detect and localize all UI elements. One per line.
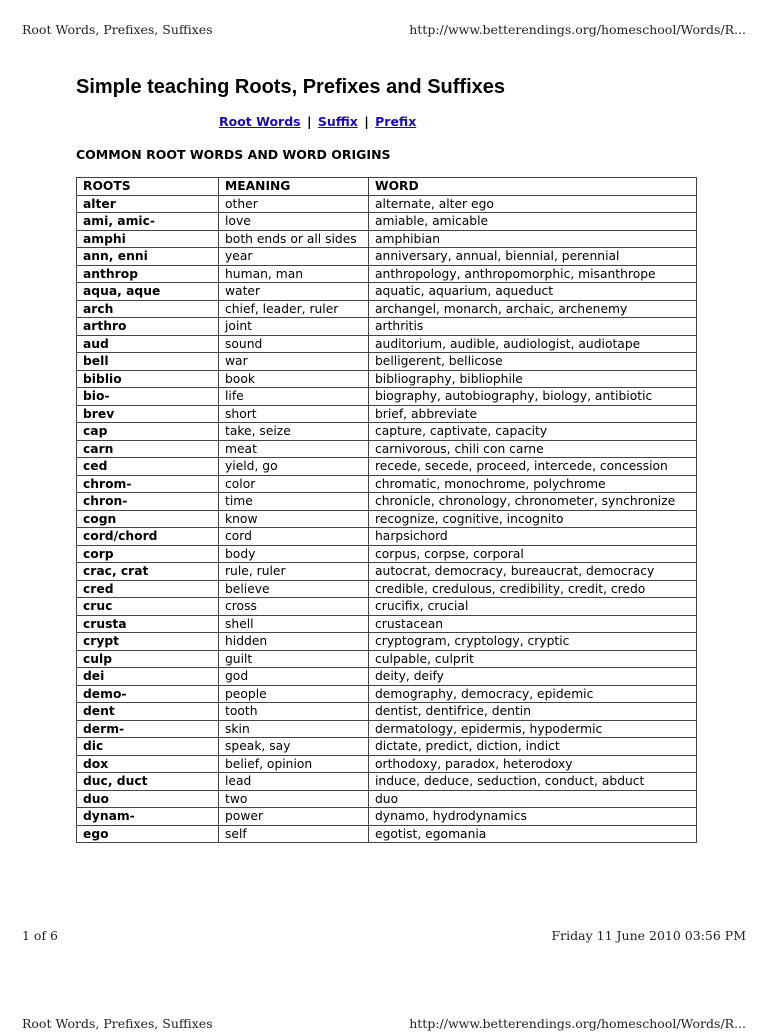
table-row — [77, 458, 697, 476]
table-row — [77, 265, 697, 283]
word-cell: dentist, dentifrice, dentin — [369, 703, 697, 721]
table-row — [77, 808, 697, 826]
meaning-cell: self — [219, 825, 369, 843]
table-row — [77, 633, 697, 651]
meaning-cell: sound — [219, 335, 369, 353]
word-cell: crustacean — [369, 615, 697, 633]
column-header-roots: ROOTS — [77, 178, 219, 196]
suffix-link[interactable]: Suffix — [317, 114, 358, 129]
word-cell: dermatology, epidermis, hypodermic — [369, 720, 697, 738]
meaning-cell: take, seize — [219, 423, 369, 441]
table-row — [77, 248, 697, 266]
table-row — [77, 493, 697, 511]
table-row — [77, 790, 697, 808]
root-cell: dei — [77, 668, 219, 686]
root-cell: corp — [77, 545, 219, 563]
root-cell: crac, crat — [77, 563, 219, 581]
word-cell: arthritis — [369, 318, 697, 336]
table-row — [77, 195, 697, 213]
word-cell: archangel, monarch, archaic, archenemy — [369, 300, 697, 318]
nav-separator: | — [364, 114, 369, 129]
table-row — [77, 755, 697, 773]
column-header-meaning: MEANING — [219, 178, 369, 196]
root-cell: cogn — [77, 510, 219, 528]
meaning-cell: other — [219, 195, 369, 213]
root-cell: ann, enni — [77, 248, 219, 266]
word-cell: chromatic, monochrome, polychrome — [369, 475, 697, 493]
meaning-cell: body — [219, 545, 369, 563]
word-cell: chronicle, chronology, chronometer, synchronize — [369, 493, 697, 511]
page-number: 1 of 6 — [22, 928, 59, 943]
table-row — [77, 283, 697, 301]
meaning-cell: chief, leader, ruler — [219, 300, 369, 318]
table-row — [77, 370, 697, 388]
table-row — [77, 545, 697, 563]
root-cell: ami, amic- — [77, 213, 219, 231]
word-cell: anthropology, anthropomorphic, misanthrope — [369, 265, 697, 283]
meaning-cell: speak, say — [219, 738, 369, 756]
meaning-cell: human, man — [219, 265, 369, 283]
meaning-cell: yield, go — [219, 458, 369, 476]
meaning-cell: book — [219, 370, 369, 388]
table-row — [77, 388, 697, 406]
table-row — [77, 580, 697, 598]
meaning-cell: belief, opinion — [219, 755, 369, 773]
print-header-title: Root Words, Prefixes, Suffixes — [22, 22, 213, 37]
root-cell: crusta — [77, 615, 219, 633]
table-row — [77, 598, 697, 616]
word-cell: deity, deify — [369, 668, 697, 686]
meaning-cell: life — [219, 388, 369, 406]
table-row — [77, 230, 697, 248]
root-cell: dic — [77, 738, 219, 756]
root-cell: aqua, aque — [77, 283, 219, 301]
meaning-cell: people — [219, 685, 369, 703]
table-row — [77, 685, 697, 703]
meaning-cell: guilt — [219, 650, 369, 668]
print-header-url[interactable]: http://www.betterendings.org/homeschool/Words/R... — [409, 22, 746, 37]
table-row — [77, 318, 697, 336]
word-cell: carnivorous, chili con carne — [369, 440, 697, 458]
root-cell: arthro — [77, 318, 219, 336]
root-cell: bell — [77, 353, 219, 371]
table-row — [77, 423, 697, 441]
meaning-cell: two — [219, 790, 369, 808]
word-cell: duo — [369, 790, 697, 808]
word-cell: brief, abbreviate — [369, 405, 697, 423]
meaning-cell: cord — [219, 528, 369, 546]
root-cell: amphi — [77, 230, 219, 248]
word-cell: bibliography, bibliophile — [369, 370, 697, 388]
root-cell: cord/chord — [77, 528, 219, 546]
table-row — [77, 825, 697, 843]
meaning-cell: skin — [219, 720, 369, 738]
word-cell: induce, deduce, seduction, conduct, abduct — [369, 773, 697, 791]
root-cell: dent — [77, 703, 219, 721]
root-cell: derm- — [77, 720, 219, 738]
word-cell: alternate, alter ego — [369, 195, 697, 213]
meaning-cell: shell — [219, 615, 369, 633]
root-cell: aud — [77, 335, 219, 353]
meaning-cell: meat — [219, 440, 369, 458]
word-cell: dynamo, hydrodynamics — [369, 808, 697, 826]
table-row — [77, 510, 697, 528]
root-cell: brev — [77, 405, 219, 423]
word-cell: corpus, corpse, corporal — [369, 545, 697, 563]
word-cell: harpsichord — [369, 528, 697, 546]
meaning-cell: war — [219, 353, 369, 371]
table-row — [77, 720, 697, 738]
word-cell: anniversary, annual, biennial, perennial — [369, 248, 697, 266]
table-row — [77, 668, 697, 686]
word-cell: biography, autobiography, biology, antibiotic — [369, 388, 697, 406]
section-heading: COMMON ROOT WORDS AND WORD ORIGINS — [76, 147, 391, 162]
meaning-cell: cross — [219, 598, 369, 616]
table-row — [77, 615, 697, 633]
meaning-cell: rule, ruler — [219, 563, 369, 581]
word-cell: orthodoxy, paradox, heterodoxy — [369, 755, 697, 773]
table-row — [77, 563, 697, 581]
word-cell: amphibian — [369, 230, 697, 248]
root-cell: ego — [77, 825, 219, 843]
root-cell: demo- — [77, 685, 219, 703]
print-timestamp: Friday 11 June 2010 03:56 PM — [551, 928, 746, 943]
section-nav — [219, 114, 416, 129]
table-row — [77, 773, 697, 791]
meaning-cell: power — [219, 808, 369, 826]
word-cell: credible, credulous, credibility, credit, credo — [369, 580, 697, 598]
meaning-cell: short — [219, 405, 369, 423]
meaning-cell: joint — [219, 318, 369, 336]
table-row — [77, 440, 697, 458]
word-cell: belligerent, bellicose — [369, 353, 697, 371]
table-row — [77, 353, 697, 371]
root-cell: bio- — [77, 388, 219, 406]
nav-separator: | — [306, 114, 312, 129]
word-cell: autocrat, democracy, bureaucrat, democracy — [369, 563, 697, 581]
next-page-header-title: Root Words, Prefixes, Suffixes — [22, 1016, 213, 1031]
word-cell: recognize, cognitive, incognito — [369, 510, 697, 528]
root-words-link[interactable]: Root Words — [219, 114, 301, 129]
print-header — [22, 22, 746, 40]
root-cell: ced — [77, 458, 219, 476]
word-cell: auditorium, audible, audiologist, audiotape — [369, 335, 697, 353]
word-cell: aquatic, aquarium, aqueduct — [369, 283, 697, 301]
print-footer — [22, 928, 746, 946]
root-cell: chrom- — [77, 475, 219, 493]
meaning-cell: believe — [219, 580, 369, 598]
root-cell: culp — [77, 650, 219, 668]
meaning-cell: year — [219, 248, 369, 266]
next-page-header — [22, 1016, 746, 1034]
meaning-cell: color — [219, 475, 369, 493]
word-cell: amiable, amicable — [369, 213, 697, 231]
root-words-table — [76, 177, 697, 843]
word-cell: culpable, culprit — [369, 650, 697, 668]
word-cell: capture, captivate, capacity — [369, 423, 697, 441]
meaning-cell: tooth — [219, 703, 369, 721]
meaning-cell: hidden — [219, 633, 369, 651]
table-row — [77, 528, 697, 546]
meaning-cell: water — [219, 283, 369, 301]
root-cell: alter — [77, 195, 219, 213]
root-cell: carn — [77, 440, 219, 458]
word-cell: crucifix, crucial — [369, 598, 697, 616]
prefix-link[interactable]: Prefix — [375, 114, 417, 129]
root-cell: anthrop — [77, 265, 219, 283]
root-cell: chron- — [77, 493, 219, 511]
root-cell: dynam- — [77, 808, 219, 826]
table-body — [77, 195, 697, 843]
root-cell: cruc — [77, 598, 219, 616]
column-header-word: WORD — [369, 178, 697, 196]
word-cell: dictate, predict, diction, indict — [369, 738, 697, 756]
meaning-cell: time — [219, 493, 369, 511]
table-row — [77, 405, 697, 423]
root-cell: dox — [77, 755, 219, 773]
table-row — [77, 335, 697, 353]
meaning-cell: know — [219, 510, 369, 528]
page-title: Simple teaching Roots, Prefixes and Suffixes — [76, 76, 506, 98]
root-cell: duc, duct — [77, 773, 219, 791]
meaning-cell: lead — [219, 773, 369, 791]
word-cell: egotist, egomania — [369, 825, 697, 843]
table-row — [77, 738, 697, 756]
table-header-row — [77, 178, 697, 196]
meaning-cell: love — [219, 213, 369, 231]
next-page-header-url: http://www.betterendings.org/homeschool/Words/R... — [409, 1016, 746, 1031]
word-cell: recede, secede, proceed, intercede, concession — [369, 458, 697, 476]
table-row — [77, 650, 697, 668]
root-cell: crypt — [77, 633, 219, 651]
word-cell: cryptogram, cryptology, cryptic — [369, 633, 697, 651]
root-cell: cred — [77, 580, 219, 598]
meaning-cell: god — [219, 668, 369, 686]
meaning-cell: both ends or all sides — [219, 230, 369, 248]
table-row — [77, 475, 697, 493]
root-cell: cap — [77, 423, 219, 441]
root-cell: arch — [77, 300, 219, 318]
table-row — [77, 213, 697, 231]
root-cell: biblio — [77, 370, 219, 388]
word-cell: demography, democracy, epidemic — [369, 685, 697, 703]
table-row — [77, 300, 697, 318]
table-row — [77, 703, 697, 721]
root-cell: duo — [77, 790, 219, 808]
